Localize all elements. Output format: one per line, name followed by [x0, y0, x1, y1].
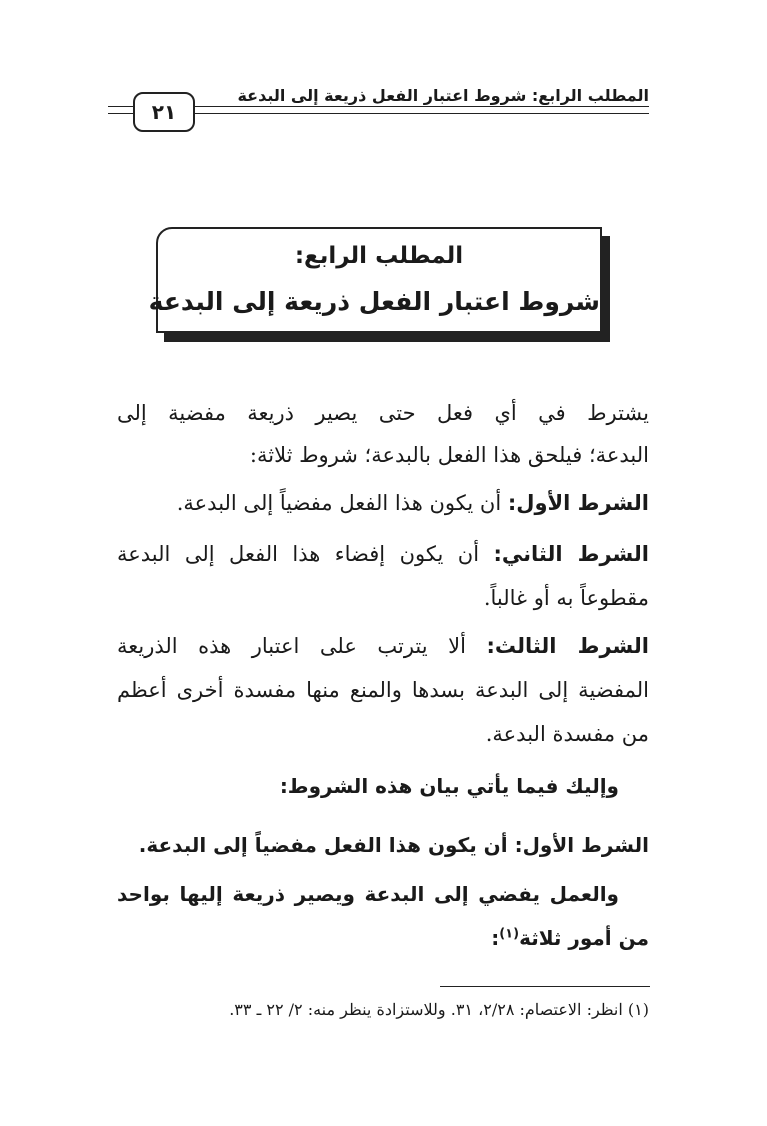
condition-2 — [117, 540, 649, 568]
intro-line-2: البدعة؛ فيلحق هذا الفعل بالبدعة؛ شروط ثلاثة: — [249, 443, 649, 467]
condition-2-line-2: مقطوعاً به أو غالباً. — [483, 586, 649, 610]
condition-2-text: أن يكون إفضاء هذا الفعل إلى البدعة — [117, 542, 494, 566]
section-heading: الشرط الأول: أن يكون هذا الفعل مفضياً إلى البدعة. — [138, 833, 649, 857]
condition-3-line-2: المفضية إلى البدعة بسدها والمنع منها مفسدة أخرى أعظم — [117, 678, 649, 702]
page-number — [133, 92, 195, 132]
footnote: (١) انظر: الاعتصام: ٢/٢٨، ٣١. وللاستزادة ينظر منه: ٢/ ٢٢ ـ ٣٣. — [229, 1000, 649, 1019]
condition-3-line-3: من مفسدة البدعة. — [485, 722, 649, 746]
condition-3-label: الشرط الثالث: — [486, 634, 649, 658]
footnote-reference[interactable]: (١) — [499, 926, 520, 942]
page-number-text: ٢١ — [151, 100, 177, 124]
condition-3-text: ألا يترتب على اعتبار هذه الذريعة — [117, 634, 487, 658]
header-rule-left-bottom — [108, 113, 133, 114]
footnote-separator — [440, 986, 650, 987]
running-header-title: المطلب الرابع: شروط اعتبار الفعل ذريعة إلى البدعة — [237, 86, 649, 105]
condition-1 — [117, 489, 649, 517]
condition-3 — [117, 632, 649, 660]
paragraph-line-2-end: : — [491, 926, 500, 950]
paragraph-line-2-text: من أمور ثلاثة — [519, 926, 649, 950]
header-rule-left-top — [108, 106, 133, 107]
intro-line-1: يشترط في أي فعل حتى يصير ذريعة مفضية إلى — [117, 401, 649, 425]
title-line-2: شروط اعتبار الفعل ذريعة إلى البدعة — [148, 287, 600, 316]
section-title-box — [148, 227, 602, 333]
condition-1-text: أن يكون هذا الفعل مفضياً إلى البدعة. — [176, 491, 508, 515]
title-line-1: المطلب الرابع: — [294, 243, 464, 269]
header-rule-right-bottom — [193, 113, 649, 114]
paragraph-line-2 — [117, 924, 649, 952]
paragraph-line-1: والعمل يفضي إلى البدعة ويصير ذريعة إليها بواحد — [117, 882, 619, 906]
transition-line: وإليك فيما يأتي بيان هذه الشروط: — [279, 774, 619, 798]
header-rule-right-top — [193, 106, 649, 107]
condition-2-label: الشرط الثاني: — [493, 542, 649, 566]
condition-1-label: الشرط الأول: — [507, 491, 649, 515]
